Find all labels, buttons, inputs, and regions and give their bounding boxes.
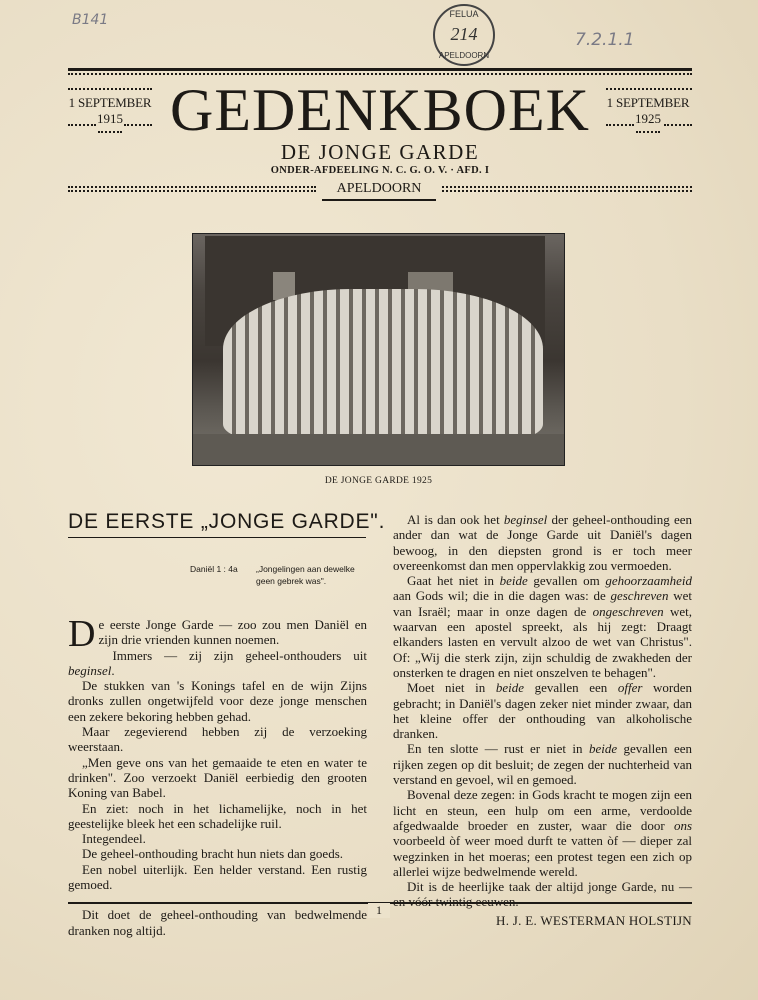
city-underline xyxy=(322,199,436,201)
emphasis: ongeschreven xyxy=(592,603,664,619)
emphasis: offer xyxy=(617,680,643,696)
article-paragraph xyxy=(393,879,692,910)
text-run: aan Gods wil; die in die dagen was: de xyxy=(393,588,611,604)
rule xyxy=(98,131,122,133)
text-run: gevallen een xyxy=(523,680,618,696)
article-paragraph xyxy=(68,678,367,724)
heading-underline xyxy=(68,537,366,538)
stamp-top: FELUA xyxy=(449,9,479,19)
article-column-left xyxy=(68,613,367,938)
article-paragraph xyxy=(393,573,692,680)
text-run: gevallen een rijken zegen op dit besluit; de zegen der nuchterheid van verstand en gevoel, wil en gemoed. xyxy=(393,741,692,788)
stamp-number: 214 xyxy=(450,24,478,44)
masthead-subtitle: DE JONGE GARDE xyxy=(280,140,480,164)
article-heading: DE EERSTE „JONGE GARDE". xyxy=(68,510,386,533)
date-right-day: 1 SEPTEMBER xyxy=(606,95,690,110)
article-paragraph xyxy=(393,680,692,741)
article-paragraph xyxy=(393,741,692,787)
rule xyxy=(124,124,152,126)
photo-ground xyxy=(193,434,565,466)
article-paragraph xyxy=(68,648,367,679)
rule xyxy=(636,131,660,133)
masthead-organisation: ONDER-AFDEELING N. C. G. O. V. · AFD. I xyxy=(270,165,490,176)
author-signature: H. J. E. WESTERMAN HOLSTIJN xyxy=(496,912,692,928)
rule xyxy=(68,190,316,192)
article-column-right xyxy=(393,512,692,928)
bible-motto xyxy=(190,563,366,587)
archive-stamp xyxy=(433,4,495,66)
rule xyxy=(664,124,692,126)
emphasis: beide xyxy=(499,573,528,589)
text-run: Integendeel. xyxy=(82,831,146,847)
emphasis: ons xyxy=(673,817,692,833)
article-paragraph xyxy=(68,724,367,755)
date-left-rule xyxy=(68,88,152,90)
photo-caption: DE JONGE GARDE 1925 xyxy=(324,476,433,486)
text-run: Maar zegevierend hebben zij de verzoeking weerstaan. xyxy=(68,724,367,755)
article-paragraph xyxy=(68,801,367,832)
text-run: Gaat het niet in xyxy=(407,573,500,589)
text-run: worden gebracht; in Daniël's dagen zeker niet minder zwaar, dan het kleine offer der onthouding van alkoholische dranken. xyxy=(393,680,692,742)
text-run: Dit doet de geheel-onthouding van bedwelmende dranken nog altijd. xyxy=(68,907,367,938)
date-right xyxy=(604,95,692,127)
text-run: De stukken van 's Konings tafel en de wijn Zijns dronks zullen ongetwijfeld voor deze jonge menschen een zekere bekoring hebben gehad. xyxy=(68,678,367,724)
text-run: . xyxy=(111,662,115,678)
emphasis: beide xyxy=(495,680,524,696)
rule xyxy=(442,190,692,192)
article-paragraph xyxy=(68,755,367,801)
text-run: Bovenal deze zegen: in Gods kracht te mogen zijn een licht en steun, een hulp om een arme, verdoolde afgedwaalde broeder en zuster, waar die door xyxy=(393,787,692,833)
text-run: Een nobel uiterlijk. Een helder verstand. Een rustig gemoed. xyxy=(68,861,367,893)
emphasis: beginsel xyxy=(68,662,112,678)
emphasis: beide xyxy=(588,741,618,757)
date-right-rule xyxy=(606,88,692,90)
rule xyxy=(442,186,692,188)
text-run: Dit is de heerlijke taak der altijd jonge Garde, nu — xyxy=(407,879,692,895)
date-left-day: 1 SEPTEMBER xyxy=(68,95,152,110)
text-run: Moet niet in xyxy=(407,680,496,696)
emphasis: beginsel xyxy=(503,512,548,527)
motto-text: „Jongelingen aan dewelke geen gebrek was". xyxy=(256,564,355,586)
rule xyxy=(68,186,316,188)
masthead-title: GEDENKBOEK xyxy=(170,77,590,143)
rule xyxy=(68,124,96,126)
text-run: wet, waarvan een apostel spreekt, als hij zegt: Draagt elkanders lasten en vervult alzoo de wet van Christus". Of: „Wij die sterk zijn, zijn schuldig de zwakheden der onsterken te dragen en niet onszelven te behagen". xyxy=(393,603,692,680)
handwritten-catalog-mark: B141 xyxy=(72,12,109,28)
page-number: 1 xyxy=(368,903,390,918)
date-left-year: 1915 xyxy=(97,111,123,126)
text-run: der geheel-onthouding een ander dan wat de Jonge Garde uit Daniël's dagen bewoog, in den diepsten grond is er toch meer overeenkomst dan men oppervlakkig zou vermoeden. xyxy=(393,512,692,573)
article-paragraph xyxy=(393,512,692,573)
photo-group-of-boys xyxy=(223,289,543,439)
rule xyxy=(606,124,634,126)
text-run: Immers — zij zijn geheel-onthouders uit xyxy=(112,647,367,663)
group-photo xyxy=(192,233,565,466)
stamp-bottom: APELDOORN xyxy=(438,51,490,60)
drop-cap: D xyxy=(68,613,96,655)
article-paragraph xyxy=(68,831,367,846)
article-paragraph xyxy=(393,787,692,879)
text-run: gevallen om xyxy=(527,573,606,589)
article-paragraph xyxy=(68,846,367,861)
text-run: En ten slotte — rust er niet in xyxy=(407,741,589,757)
text-run: e eerste Jonge Garde — zoo zou men Daniël en zijn drie vrienden kunnen noemen. xyxy=(98,617,367,648)
emphasis: gehoorzaamheid xyxy=(605,573,692,589)
emphasis: geschreven xyxy=(610,588,669,604)
text-run: Al is dan ook het xyxy=(407,512,504,527)
article-paragraph xyxy=(68,862,367,893)
masthead-city: APELDOORN xyxy=(336,181,422,196)
article-paragraph xyxy=(68,907,367,938)
text-run: wet van Israël; maar in onze dagen de xyxy=(393,588,692,619)
motto-reference: Daniël 1 : 4a xyxy=(190,564,238,574)
text-run: „Men geve ons van het gemaaide te eten en water te drinken". Zoo verzoekt Daniël eerbiedig den grooten Koning van Babel. xyxy=(68,754,367,801)
text-run: En ziet: noch in het lichamelijke, noch in het geestelijke bleek het een schadelijke ruil. xyxy=(68,800,367,831)
date-right-year: 1925 xyxy=(635,111,661,126)
date-left xyxy=(66,95,154,127)
handwritten-reference-mark: 7.2.1.1 xyxy=(575,30,635,50)
text-run: voorbeeld òf weer moed durft te vatten òf — dieper zal wegzinken in het moeras; een protest tegen een zich op allerlei wijze bedwelmende wereld. xyxy=(393,833,692,879)
text-run: De geheel-onthouding bracht hun niets dan goeds. xyxy=(82,846,344,862)
masthead-top-dotted-rule xyxy=(68,73,692,75)
masthead-top-rule xyxy=(68,68,692,71)
